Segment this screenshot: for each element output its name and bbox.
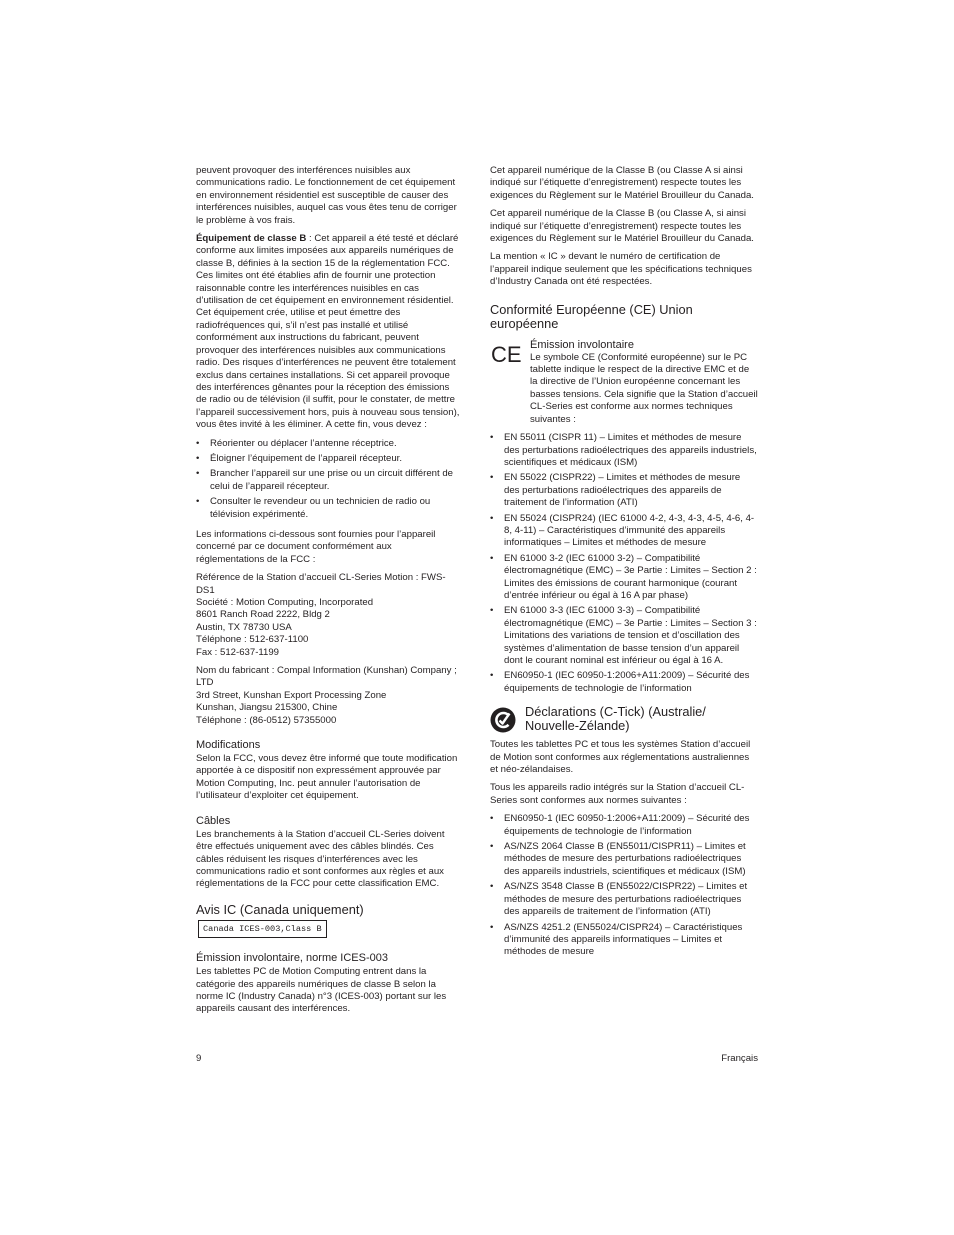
reference-line: Société : Motion Computing, Incorporated [196,597,374,608]
modifications-text: Selon la FCC, vous devez être informé que toute modification apportée à ce dispositif non expressément approuvée par Motion Computing, Inc. peut annuler l’autorisation de l’utilisateur d’exploiter cet équipement. [196,753,458,802]
list-item: • EN 55022 (CISPR22) – Limites et méthodes de mesure des perturbations radioélectriques des appareils de traitement de l’information (ATI) [490,472,758,509]
reference-block [196,572,462,659]
class-b-lead: Équipement de classe B [196,233,307,245]
list-item: • AS/NZS 3548 Classe B (EN55022/CISPR22) – Limites et méthodes de mesure des perturbations radioélectriques des appareils de traitement de l’information (ATI) [490,881,758,918]
ctick-text-2: Tous les appareils radio intégrés sur la Station d’accueil CL-Series sont conformes aux normes suivantes : [490,782,745,806]
info-intro: Les informations ci-dessous sont fournies pour l’appareil concerné par ce document conformément aux réglementations de la FCC : [196,528,436,565]
list-item: • Réorienter ou déplacer l’antenne réceptrice. [196,438,462,450]
list-item: • EN 61000 3-2 (IEC 61000 3-2) – Compatibilité électromagnétique (EMC) – 3e Partie : Limites – Section 2 : Limites des émissions de courant harmonique (courant d’entrée inférieur ou égal à 16 A par phase) [490,553,758,603]
ic-mention-paragraph: La mention « IC » devant le numéro de certification de l’appareil indique seulement que les spécifications techniques d’Industry Canada ont été respectées. [490,251,752,288]
reference-line: Référence de la Station d’accueil CL-Series Motion : FWS-DS1 [196,572,446,596]
left-column [196,165,462,1022]
ce-subheading: Émission involontaire [530,338,634,351]
ce-mark-text: CE [491,342,522,365]
manufacturer-line: 3rd Street, Kunshan Export Processing Zone [196,689,387,701]
ices-label-box: Canada ICES-003,Class B [198,920,327,938]
ctick-standards-list [490,813,758,958]
list-item: • AS/NZS 2064 Classe B (EN55011/CISPR11) – Limites et méthodes de mesure des perturbations radioélectriques des appareils industriels, scientifiques et médicaux (ISM) [490,841,758,878]
emission-ices-heading: Émission involontaire, norme ICES-003 [196,952,388,965]
manufacturer-block [196,665,462,727]
reference-line: Austin, TX 78730 USA [196,621,292,633]
modifications-heading: Modifications [196,739,261,752]
manufacturer-line: Kunshan, Jiangsu 215300, Chine [196,702,338,714]
reference-line: Fax : 512-637-1199 [196,646,280,658]
ce-standards-list [490,432,758,695]
page-language: Français [721,1053,758,1064]
avis-ic-heading: Avis IC (Canada uniquement) [196,901,364,917]
ctick-block [490,705,758,733]
right-column [490,165,758,967]
list-item: • Consulter le revendeur ou un technicien de radio ou télévision expérimenté. [196,496,462,521]
cables-heading: Câbles [196,814,231,827]
class-b-canada-paragraph-1: Cet appareil numérique de la Classe B (ou Classe A si ainsi indiqué sur l’étiquette d’enregistrement) respecte toutes les exigences du Règlement sur le Matériel Brouilleur du Canada. [490,165,754,201]
class-b-canada-paragraph-2: Cet appareil numérique de la Classe B (ou Classe A, si ainsi indiqué sur l’étiquette d’enregistrement) respecte toutes les exigences du Règlement sur le Matériel Brouilleur du Canada. [490,208,754,245]
emission-ices-text: Les tablettes PC de Motion Computing entrent dans la catégorie des appareils numériques de classe B selon la norme IC (Industry Canada) n°3 (ICES-003) portant sur les appareils causant des interférences. [196,966,447,1015]
ctick-text-1: Toutes les tablettes PC et tous les systèmes Station d’accueil de Motion sont conformes aux réglementations australiennes et néo-zélandaises. [490,739,751,776]
ce-text [530,352,758,426]
page-number: 9 [196,1053,202,1064]
c-tick-icon [490,707,516,733]
ce-mark-icon [490,343,524,365]
fcc-remedy-list [196,438,462,521]
reference-line: 8601 Ranch Road 2222, Bldg 2 [196,609,330,621]
list-item: • EN60950-1 (IEC 60950-1:2006+A11:2009) – Sécurité des équipements de technologie de l’information [490,813,758,838]
list-item: • AS/NZS 4251.2 (EN55024/CISPR24) – Caractéristiques d’immunité des appareils informatiques – Limites et méthodes de mesure [490,922,758,959]
reference-line: Téléphone : 512-637-1100 [196,634,309,646]
list-item: • Brancher l’appareil sur une prise ou un circuit différent de celui de l’appareil récepteur. [196,468,462,493]
ce-heading: Conformité Européenne (CE) Union européenne [490,301,693,331]
list-item: • EN 55011 (CISPR 11) – Limites et méthodes de mesure des perturbations radioélectriques des appareils industriels, scientifiques et médicaux (ISM) [490,432,758,469]
class-b-text: : Cet appareil a été testé et déclaré conforme aux limites imposées aux appareils numériques de classe B, définies à la section 15 de la réglementation FCC. Ces limites ont été établies afin de fournir une protection raisonnable contre les interférences nuisibles en cas d’utilisation de cet équipement en environnement résidentiel. Cet équipement crée, utilise et peut émettre des radiofréquences qui, s’il n’est pas installé et utilisé conformément aux instructions du fabricant, peuvent provoquer des interférences nuisibles aux communications radio. Des risques d’interférences ne peuvent être totalement exclus dans certaines installations. Si cet appareil provoque des interférences gênantes pour la réception des émissions de radio ou de télévision (il suffit, pour le constater, de mettre l’appareil successivement hors, puis à nouveau sous tension), vous êtes invité à les éliminer. A cette fin, vous devez : [196,233,460,431]
ce-text-content: Le symbole CE (Conformité européenne) sur le PC tablette indique le respect de la directive EMC et de la directive de l’Union européenne concernant les basses tensions. Cela signifie que la Station d’accueil CL-Series est conforme aux normes techniques suivantes : [530,351,758,425]
class-b-paragraph [196,233,462,432]
ctick-heading: Déclarations (C-Tick) (Australie/ Nouvelle-Zélande) [525,704,706,734]
list-item: • Éloigner l’équipement de l’appareil récepteur. [196,453,462,465]
intro-paragraph: peuvent provoquer des interférences nuisibles aux communications radio. Le fonctionnement de cet équipement en environnement résidentiel est susceptible de causer des interférences nuisibles, auquel cas vous êtes tenu de corriger le problème à vos frais. [196,165,457,226]
ce-block [490,339,758,426]
list-item: • EN60950-1 (IEC 60950-1:2006+A11:2009) – Sécurité des équipements de technologie de l’information [490,670,758,695]
cables-text: Les branchements à la Station d’accueil CL-Series doivent être effectués uniquement avec des câbles blindés. Ces câbles réduisent les risques d’interférences avec les communications radio et sont conformes aux règles et aux réglementations de la FCC pour cette classification EMC. [196,828,445,890]
list-item: • EN 61000 3-3 (IEC 61000 3-3) – Compatibilité électromagnétique (EMC) – 3e Partie : Limites – Section 3 : Limitations des variations de tension et d’oscillation des systèmes d’alimentation de basse tension d’un appareil dont le courant nominal est inférieur ou égal à 16 A. [490,605,758,667]
list-item: • EN 55024 (CISPR24) (IEC 61000 4-2, 4-3, 4-3, 4-5, 4-6, 4-8, 4-11) – Caractéristiques d’immunité des appareils informatiques – Limites et méthodes de mesure [490,513,758,550]
manufacturer-line: Nom du fabricant : Compal Information (Kunshan) Company ; LTD [196,665,457,689]
manufacturer-line: Téléphone : (86-0512) 57355000 [196,714,337,726]
